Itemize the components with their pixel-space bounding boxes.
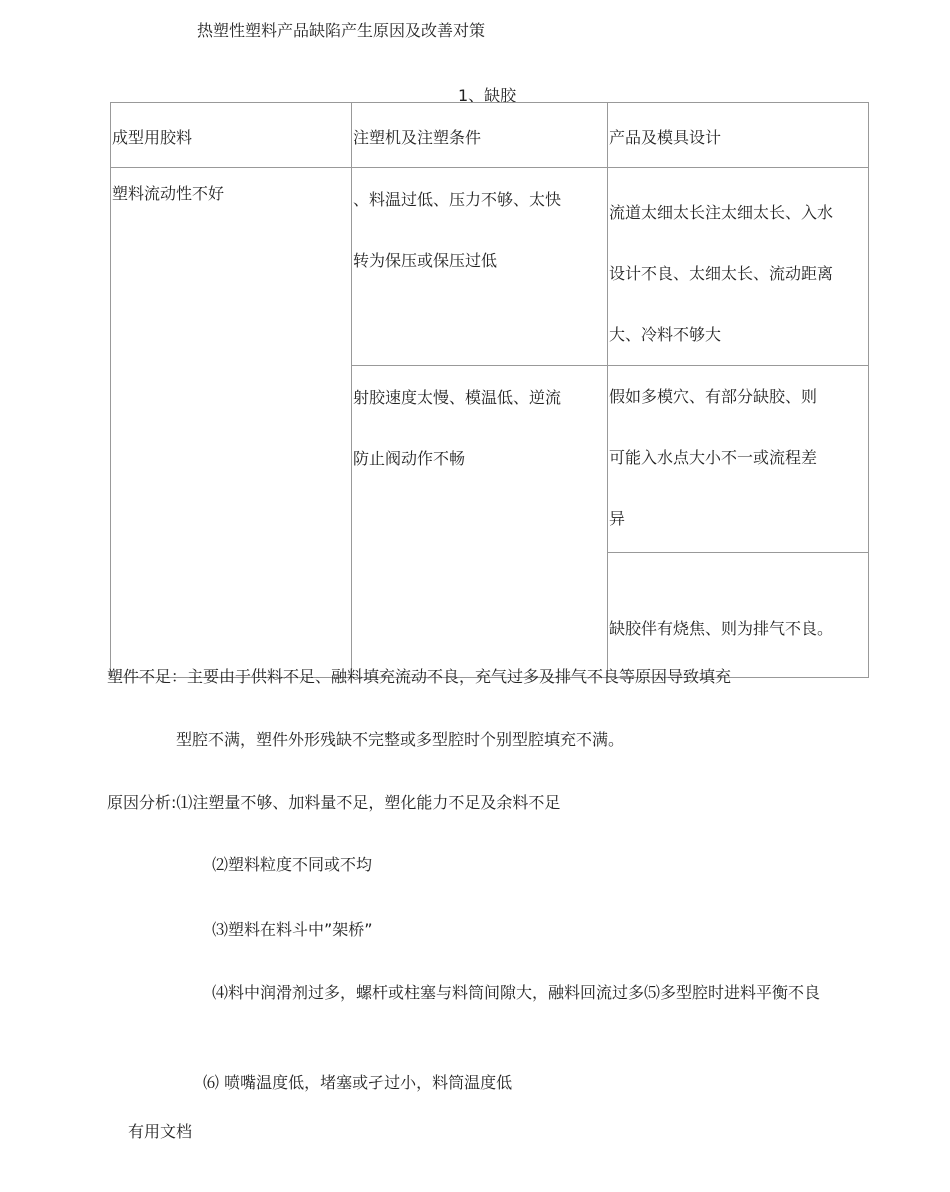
design-1-line-3: 大、冷料不够大 [609,325,722,344]
material-text: 塑料流动性不好 [112,184,225,203]
header-design-cell [608,103,869,168]
header-material: 成型用胶料 [112,128,193,147]
defect-cause-table [110,102,869,678]
shortage-definition-line-1: 塑件不足：主要由于供料不足、融料填充流动不良，充气过多及排气不良等原因导致填充 [107,667,732,686]
material-cell [111,168,352,678]
design-cell-2-text [608,366,868,549]
design-3-text: 缺胶伴有烧焦、则为排气不良。 [609,619,834,638]
shortage-definition-line-2: 型腔不满，塑件外形残缺不完整或多型腔时个别型腔填充不满。 [176,730,625,749]
machine-2-line-2: 防止阀动作不畅 [353,449,466,468]
machine-1-line-1: 、料温过低、压力不够、太快 [353,190,562,209]
design-2-line-3: 异 [609,509,626,528]
machine-cell-1-text [352,168,607,291]
design-1-line-1: 流道太细太长注太细太长、入水 [609,203,834,222]
table-row [111,168,869,366]
cause-analysis-item-1: 原因分析:⑴注塑量不够、加料量不足，塑化能力不足及余料不足 [107,793,561,812]
header-design: 产品及模具设计 [609,128,722,147]
cause-analysis-item-4-5: ⑷料中润滑剂过多，螺杆或柱塞与料筒间隙大，融料回流过多⑸多型腔时进料平衡不良 [212,983,821,1002]
machine-cell-1 [352,168,608,366]
machine-2-line-1: 射胶速度太慢、模温低、逆流 [353,388,562,407]
header-machine-cell [352,103,608,168]
design-cell-3 [608,553,869,678]
footer-text: 有用文档 [128,1122,193,1141]
machine-cell-2-text [352,366,607,489]
design-1-line-2: 设计不良、太细太长、流动距离 [609,264,834,283]
section-title: 1、缺胶 [458,86,517,105]
design-cell-1 [608,168,869,366]
design-cell-2 [608,366,869,553]
header-machine: 注塑机及注塑条件 [353,128,482,147]
cause-analysis-item-2: ⑵塑料粒度不同或不均 [212,855,373,874]
header-material-cell [111,103,352,168]
design-2-line-1: 假如多模穴、有部分缺胶、则 [609,387,818,406]
cause-analysis-item-6: ⑹ 喷嘴温度低，堵塞或孑过小，料筒温度低 [203,1073,513,1092]
design-cell-1-text [608,168,868,365]
machine-cell-2 [352,366,608,678]
cause-analysis-item-3: ⑶塑料在料斗中”架桥” [212,920,373,939]
design-2-line-2: 可能入水点大小不一或流程差 [609,448,818,467]
document-title: 热塑性塑料产品缺陷产生原因及改善对策 [197,21,486,40]
table-header-row [111,103,869,168]
machine-1-line-2: 转为保压或保压过低 [353,251,498,270]
